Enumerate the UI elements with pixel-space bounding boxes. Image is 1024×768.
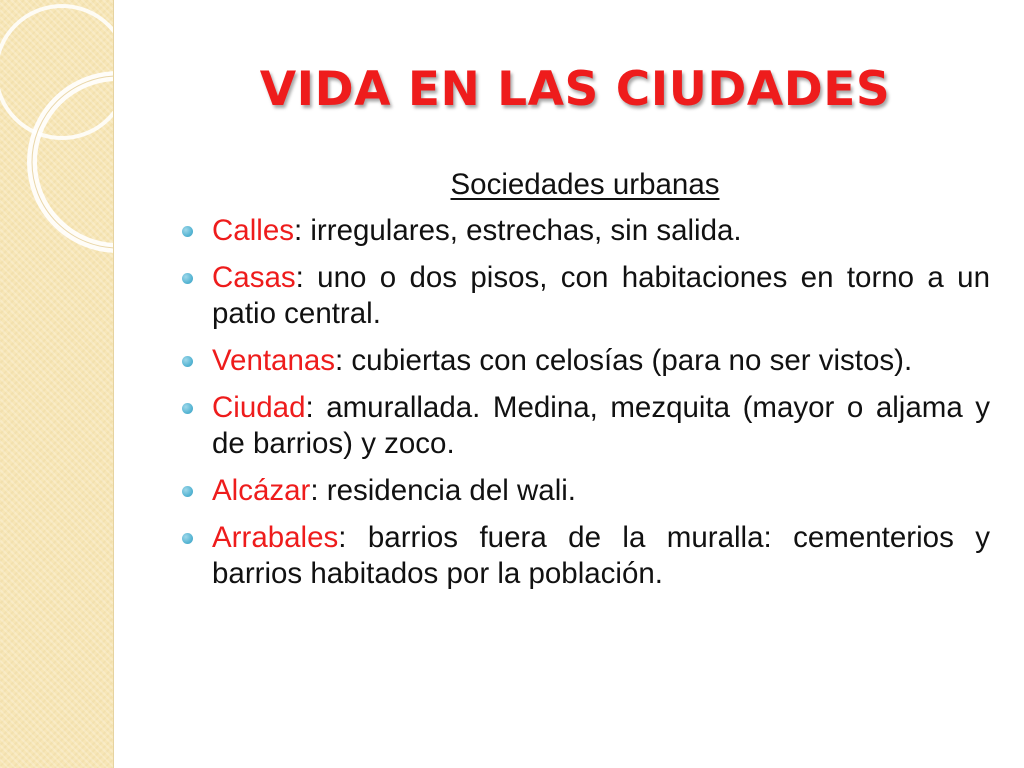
item-text: : amurallada. Medina, mezquita (mayor o aljama y de barrios) y zoco. <box>212 391 990 460</box>
subtitle: Sociedades urbanas <box>450 168 720 201</box>
list-item <box>180 260 990 332</box>
bullet-icon <box>182 226 193 237</box>
item-text: : irregulares, estrechas, sin salida. <box>293 214 742 247</box>
bullet-list <box>180 213 990 592</box>
list-item <box>180 390 990 462</box>
item-text: : residencia del wali. <box>310 474 577 507</box>
bullet-icon <box>182 356 193 367</box>
list-item <box>180 213 990 249</box>
item-text: : uno o dos pisos, con habitaciones en torno a un patio central. <box>212 261 990 330</box>
list-item <box>180 343 990 379</box>
bullet-icon <box>182 273 193 284</box>
item-term: Casas <box>212 261 296 294</box>
item-term: Ciudad <box>212 391 306 424</box>
bullet-icon <box>182 403 193 414</box>
page-title: VIDA EN LAS CIUDADES <box>259 62 891 117</box>
decorative-side-band <box>0 0 114 768</box>
bullet-icon <box>182 486 193 497</box>
item-text: : barrios fuera de la muralla: cementerios y barrios habitados por la población. <box>212 521 990 590</box>
list-item <box>180 520 990 592</box>
bullet-icon <box>182 533 193 544</box>
list-item <box>180 473 990 509</box>
item-term: Calles <box>212 214 294 247</box>
item-term: Ventanas <box>212 344 336 377</box>
item-term: Alcázar <box>212 474 311 507</box>
item-text: : cubiertas con celosías (para no ser vistos). <box>335 344 913 377</box>
decorative-rings-graphic <box>0 0 113 768</box>
item-term: Arrabales <box>212 521 339 554</box>
slide-content <box>180 167 990 603</box>
